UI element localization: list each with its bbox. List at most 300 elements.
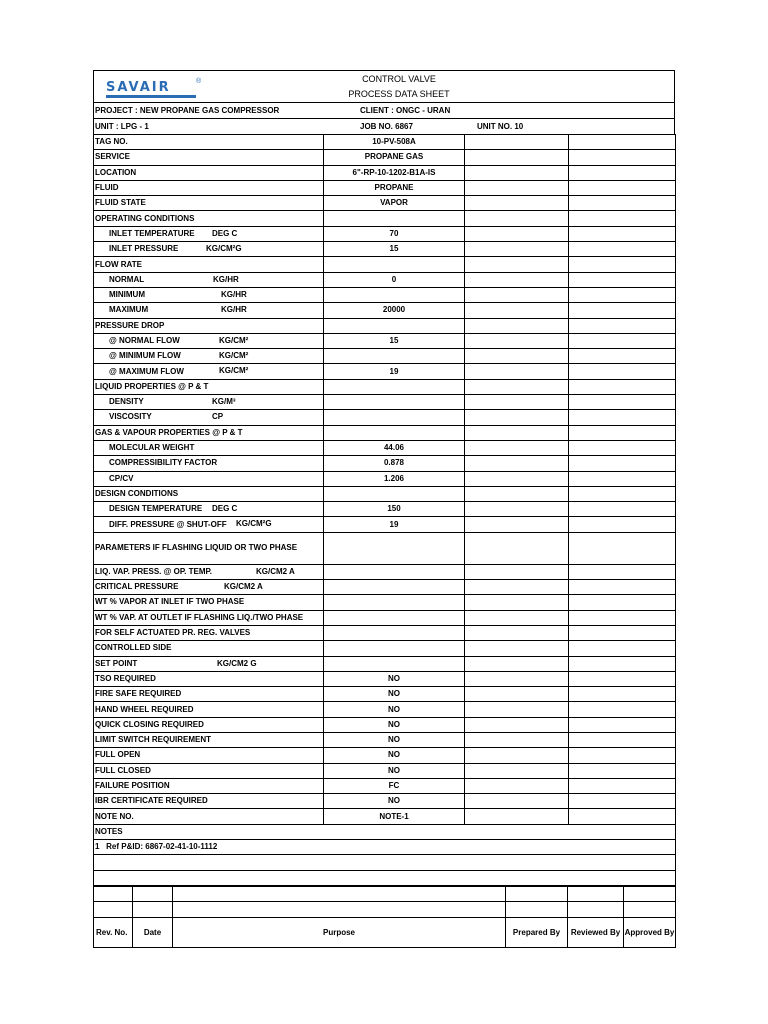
empty-cell bbox=[465, 564, 569, 579]
parameter-cell bbox=[94, 257, 324, 272]
data-row bbox=[94, 610, 676, 625]
parameter-cell bbox=[94, 196, 324, 211]
parameter-label: MAXIMUM bbox=[109, 305, 149, 315]
rev-cell bbox=[568, 886, 624, 901]
empty-cell bbox=[569, 135, 676, 150]
value-cell bbox=[324, 395, 465, 410]
empty-cell bbox=[465, 610, 569, 625]
empty-cell bbox=[465, 671, 569, 686]
empty-cell bbox=[465, 349, 569, 364]
parameter-label: INLET TEMPERATURE bbox=[109, 228, 195, 238]
data-row bbox=[94, 180, 676, 195]
parameter-label: OPERATING CONDITIONS bbox=[95, 213, 195, 223]
rev-cell bbox=[568, 902, 624, 917]
value-cell: NOTE-1 bbox=[324, 809, 465, 824]
purpose-header: Purpose bbox=[173, 917, 506, 947]
parameter-unit: KG/CM²G bbox=[236, 519, 272, 529]
empty-cell bbox=[569, 732, 676, 747]
data-row bbox=[94, 809, 676, 824]
empty-cell bbox=[569, 395, 676, 410]
data-row bbox=[94, 349, 676, 364]
rev-no-header: Rev. No. bbox=[94, 917, 133, 947]
data-row bbox=[94, 625, 676, 640]
empty-cell bbox=[465, 625, 569, 640]
empty-cell bbox=[569, 196, 676, 211]
empty-cell bbox=[465, 502, 569, 517]
empty-cell bbox=[465, 778, 569, 793]
parameter-label: FIRE SAFE REQUIRED bbox=[95, 689, 182, 699]
value-cell: 10-PV-508A bbox=[324, 135, 465, 150]
savair-logo bbox=[106, 78, 202, 95]
value-cell bbox=[324, 564, 465, 579]
value-cell: 0 bbox=[324, 272, 465, 287]
parameter-cell bbox=[94, 410, 324, 425]
data-row bbox=[94, 763, 676, 778]
rev-cell bbox=[133, 902, 173, 917]
empty-cell bbox=[569, 410, 676, 425]
empty-cell bbox=[569, 625, 676, 640]
value-cell bbox=[324, 211, 465, 226]
data-row bbox=[94, 671, 676, 686]
prepared-by-header: Prepared By bbox=[506, 917, 568, 947]
empty-cell bbox=[569, 471, 676, 486]
parameter-label: WT % VAPOR AT INLET IF TWO PHASE bbox=[95, 597, 245, 607]
parameter-cell bbox=[94, 687, 324, 702]
parameter-cell bbox=[94, 702, 324, 717]
data-row bbox=[94, 532, 676, 564]
parameter-label: LIMIT SWITCH REQUIREMENT bbox=[95, 735, 211, 745]
parameter-label: DIFF. PRESSURE @ SHUT-OFF bbox=[109, 519, 227, 529]
parameter-label: CONTROLLED SIDE bbox=[95, 643, 172, 653]
parameter-label: FLOW RATE bbox=[95, 259, 142, 269]
value-cell: 0.878 bbox=[324, 456, 465, 471]
empty-cell bbox=[569, 671, 676, 686]
logo-registered-mark: ® bbox=[196, 78, 202, 85]
parameter-unit: KG/HR bbox=[221, 305, 247, 315]
parameter-label: FAILURE POSITION bbox=[95, 781, 170, 791]
data-row bbox=[94, 226, 676, 241]
empty-cell bbox=[569, 440, 676, 455]
empty-cell bbox=[569, 794, 676, 809]
parameter-label: TSO REQUIRED bbox=[95, 673, 156, 683]
parameter-label: DENSITY bbox=[109, 397, 144, 407]
value-cell: 6"-RP-10-1202-B1A-IS bbox=[324, 165, 465, 180]
empty-cell bbox=[569, 242, 676, 257]
parameter-cell bbox=[94, 226, 324, 241]
sheet-header bbox=[93, 70, 675, 102]
parameter-label: MINIMUM bbox=[109, 290, 145, 300]
empty-cell bbox=[465, 794, 569, 809]
parameter-label: CP/CV bbox=[109, 473, 134, 483]
data-row bbox=[94, 717, 676, 732]
value-cell bbox=[324, 532, 465, 564]
empty-cell bbox=[465, 425, 569, 440]
parameter-unit: DEG C bbox=[212, 228, 238, 238]
value-cell: 44.06 bbox=[324, 440, 465, 455]
data-row bbox=[94, 165, 676, 180]
value-cell bbox=[324, 410, 465, 425]
parameter-cell bbox=[94, 395, 324, 410]
value-cell bbox=[324, 625, 465, 640]
empty-cell bbox=[569, 318, 676, 333]
value-cell bbox=[324, 610, 465, 625]
note-number: 1 bbox=[95, 842, 100, 852]
value-cell: 1.206 bbox=[324, 471, 465, 486]
parameter-cell bbox=[94, 135, 324, 150]
value-cell bbox=[324, 656, 465, 671]
parameter-label: FULL CLOSED bbox=[95, 765, 151, 775]
parameter-label: GAS & VAPOUR PROPERTIES @ P & T bbox=[95, 427, 243, 437]
parameter-cell bbox=[94, 532, 324, 564]
empty-cell bbox=[465, 748, 569, 763]
parameter-label: WT % VAP. AT OUTLET IF FLASHING LIQ./TWO PHASE bbox=[95, 612, 304, 622]
empty-cell bbox=[569, 150, 676, 165]
value-cell: FC bbox=[324, 778, 465, 793]
value-cell: NO bbox=[324, 794, 465, 809]
data-row bbox=[94, 440, 676, 455]
parameter-label: FLUID STATE bbox=[95, 198, 146, 208]
data-row bbox=[94, 641, 676, 656]
value-cell bbox=[324, 641, 465, 656]
empty-cell bbox=[465, 456, 569, 471]
parameter-label: TAG NO. bbox=[95, 137, 128, 147]
data-row bbox=[94, 794, 676, 809]
blank-row bbox=[94, 855, 676, 870]
rev-cell bbox=[133, 886, 173, 901]
empty-cell bbox=[569, 532, 676, 564]
empty-cell bbox=[569, 502, 676, 517]
parameter-cell bbox=[94, 794, 324, 809]
data-row bbox=[94, 318, 676, 333]
empty-cell bbox=[465, 272, 569, 287]
parameter-cell bbox=[94, 763, 324, 778]
empty-cell bbox=[569, 564, 676, 579]
empty-cell bbox=[465, 333, 569, 348]
parameter-cell bbox=[94, 440, 324, 455]
parameter-label: HAND WHEEL REQUIRED bbox=[95, 704, 194, 714]
parameter-cell bbox=[94, 641, 324, 656]
data-row bbox=[94, 196, 676, 211]
value-cell: 70 bbox=[324, 226, 465, 241]
parameter-label: INLET PRESSURE bbox=[109, 244, 179, 254]
rev-cell bbox=[506, 902, 568, 917]
value-cell: PROPANE bbox=[324, 180, 465, 195]
parameter-cell bbox=[94, 564, 324, 579]
parameter-cell bbox=[94, 364, 324, 379]
parameter-label: DESIGN TEMPERATURE bbox=[109, 504, 203, 514]
empty-cell bbox=[465, 763, 569, 778]
data-row bbox=[94, 580, 676, 595]
value-cell bbox=[324, 287, 465, 302]
parameter-unit: KG/CM² bbox=[219, 366, 249, 376]
data-row bbox=[94, 425, 676, 440]
empty-cell bbox=[465, 242, 569, 257]
empty-cell bbox=[569, 641, 676, 656]
process-data-table bbox=[93, 134, 676, 886]
empty-cell bbox=[465, 486, 569, 501]
empty-cell bbox=[465, 440, 569, 455]
value-cell: 15 bbox=[324, 333, 465, 348]
parameter-cell bbox=[94, 717, 324, 732]
data-row bbox=[94, 595, 676, 610]
value-cell bbox=[324, 318, 465, 333]
data-row bbox=[94, 687, 676, 702]
note-text: Ref P&ID: 6867-02-41-10-1112 bbox=[106, 842, 218, 852]
empty-cell bbox=[465, 702, 569, 717]
empty-cell bbox=[569, 656, 676, 671]
empty-cell bbox=[465, 196, 569, 211]
empty-cell bbox=[569, 809, 676, 824]
parameter-cell bbox=[94, 625, 324, 640]
revision-table bbox=[93, 886, 676, 948]
parameter-label: @ MINIMUM FLOW bbox=[109, 351, 181, 361]
value-cell bbox=[324, 595, 465, 610]
parameter-cell bbox=[94, 456, 324, 471]
data-row bbox=[94, 778, 676, 793]
empty-cell bbox=[465, 364, 569, 379]
parameter-unit: KG/M³ bbox=[212, 397, 236, 407]
parameter-cell bbox=[94, 595, 324, 610]
empty-cell bbox=[569, 180, 676, 195]
data-row bbox=[94, 732, 676, 747]
value-cell: 150 bbox=[324, 502, 465, 517]
note-item bbox=[94, 840, 676, 855]
empty-cell bbox=[569, 303, 676, 318]
value-cell: 19 bbox=[324, 517, 465, 532]
approved-by-header: Approved By bbox=[624, 917, 676, 947]
empty-cell bbox=[569, 379, 676, 394]
parameter-label: QUICK CLOSING REQUIRED bbox=[95, 719, 204, 729]
parameter-label: SET POINT bbox=[95, 658, 138, 668]
empty-cell bbox=[465, 471, 569, 486]
empty-cell bbox=[465, 517, 569, 532]
unit-name: UNIT : LPG - 1 bbox=[95, 122, 149, 131]
parameter-cell bbox=[94, 425, 324, 440]
parameter-cell bbox=[94, 732, 324, 747]
empty-cell bbox=[465, 211, 569, 226]
rev-cell bbox=[506, 886, 568, 901]
empty-cell bbox=[569, 272, 676, 287]
empty-cell bbox=[465, 135, 569, 150]
parameter-cell bbox=[94, 580, 324, 595]
parameter-unit: KG/CM² bbox=[219, 351, 249, 361]
parameter-label: COMPRESSIBILITY FACTOR bbox=[109, 458, 218, 468]
parameter-cell bbox=[94, 150, 324, 165]
data-row bbox=[94, 471, 676, 486]
value-cell: VAPOR bbox=[324, 196, 465, 211]
data-row bbox=[94, 456, 676, 471]
empty-cell bbox=[569, 687, 676, 702]
value-cell: 15 bbox=[324, 242, 465, 257]
value-cell: PROPANE GAS bbox=[324, 150, 465, 165]
parameter-cell bbox=[94, 272, 324, 287]
value-cell: NO bbox=[324, 671, 465, 686]
data-row bbox=[94, 364, 676, 379]
data-row bbox=[94, 748, 676, 763]
data-sheet bbox=[93, 70, 675, 948]
empty-cell bbox=[465, 165, 569, 180]
parameter-label: PARAMETERS IF FLASHING LIQUID OR TWO PHASE bbox=[95, 543, 298, 553]
data-row bbox=[94, 564, 676, 579]
empty-cell bbox=[569, 702, 676, 717]
empty-cell bbox=[569, 257, 676, 272]
data-row bbox=[94, 379, 676, 394]
data-row bbox=[94, 135, 676, 150]
parameter-label: LIQ. VAP. PRESS. @ OP. TEMP. bbox=[95, 566, 213, 576]
empty-cell bbox=[569, 349, 676, 364]
parameter-unit: KG/CM2 G bbox=[217, 658, 257, 668]
client-name: CLIENT : ONGC - URAN bbox=[360, 106, 451, 115]
blank-row bbox=[94, 870, 676, 885]
parameter-unit: CP bbox=[212, 412, 224, 422]
empty-cell bbox=[465, 732, 569, 747]
parameter-cell bbox=[94, 748, 324, 763]
rev-cell bbox=[94, 902, 133, 917]
parameter-cell bbox=[94, 778, 324, 793]
parameter-cell bbox=[94, 809, 324, 824]
data-row bbox=[94, 517, 676, 532]
parameter-cell bbox=[94, 165, 324, 180]
rev-cell bbox=[173, 902, 506, 917]
data-row bbox=[94, 410, 676, 425]
parameter-label: @ NORMAL FLOW bbox=[109, 336, 180, 345]
data-row bbox=[94, 272, 676, 287]
parameter-cell bbox=[94, 349, 324, 364]
parameter-unit: KG/HR bbox=[221, 289, 247, 299]
value-cell bbox=[324, 486, 465, 501]
empty-cell bbox=[465, 303, 569, 318]
empty-cell bbox=[569, 778, 676, 793]
value-cell bbox=[324, 425, 465, 440]
data-row bbox=[94, 287, 676, 302]
empty-cell bbox=[465, 226, 569, 241]
empty-cell bbox=[569, 717, 676, 732]
empty-cell bbox=[465, 532, 569, 564]
parameter-cell bbox=[94, 303, 324, 318]
parameter-cell bbox=[94, 379, 324, 394]
parameter-unit: KG/HR bbox=[213, 274, 239, 284]
empty-cell bbox=[465, 687, 569, 702]
empty-cell bbox=[465, 150, 569, 165]
parameter-cell bbox=[94, 318, 324, 333]
sheet-title: CONTROL VALVE bbox=[362, 74, 436, 84]
project-row bbox=[93, 102, 675, 118]
empty-cell bbox=[465, 656, 569, 671]
notes-heading: NOTES bbox=[94, 824, 676, 839]
empty-cell bbox=[465, 257, 569, 272]
date-header: Date bbox=[133, 917, 173, 947]
data-row bbox=[94, 702, 676, 717]
empty-cell bbox=[569, 287, 676, 302]
rev-cell bbox=[624, 886, 676, 901]
parameter-label: NORMAL bbox=[109, 274, 145, 284]
parameter-label: VISCOSITY bbox=[109, 412, 152, 422]
parameter-cell bbox=[94, 486, 324, 501]
data-row bbox=[94, 150, 676, 165]
value-cell bbox=[324, 379, 465, 394]
project-name: PROJECT : NEW PROPANE GAS COMPRESSOR bbox=[95, 106, 280, 115]
parameter-label: SERVICE bbox=[95, 152, 130, 162]
parameter-label: FLUID bbox=[95, 183, 119, 193]
parameter-label: @ MAXIMUM FLOW bbox=[109, 366, 184, 376]
value-cell: NO bbox=[324, 732, 465, 747]
empty-cell bbox=[465, 318, 569, 333]
empty-cell bbox=[569, 364, 676, 379]
value-cell: NO bbox=[324, 717, 465, 732]
parameter-label: CRITICAL PRESSURE bbox=[95, 582, 179, 592]
empty-cell bbox=[569, 226, 676, 241]
value-cell: NO bbox=[324, 763, 465, 778]
empty-cell bbox=[569, 211, 676, 226]
data-row bbox=[94, 502, 676, 517]
parameter-cell bbox=[94, 211, 324, 226]
empty-cell bbox=[465, 717, 569, 732]
empty-cell bbox=[569, 595, 676, 610]
value-cell: 20000 bbox=[324, 303, 465, 318]
job-number: JOB NO. 6867 bbox=[360, 122, 413, 131]
parameter-unit: KG/CM² bbox=[219, 335, 249, 345]
empty-cell bbox=[569, 748, 676, 763]
logo-wordmark: SAVAIR bbox=[106, 80, 171, 95]
parameter-cell bbox=[94, 671, 324, 686]
parameter-cell bbox=[94, 502, 324, 517]
parameter-unit: KG/CM2 A bbox=[256, 566, 295, 576]
empty-cell bbox=[569, 425, 676, 440]
parameter-label: DESIGN CONDITIONS bbox=[95, 488, 179, 498]
value-cell: 19 bbox=[324, 364, 465, 379]
empty-cell bbox=[569, 610, 676, 625]
empty-cell bbox=[465, 595, 569, 610]
parameter-unit: DEG C bbox=[212, 504, 238, 514]
empty-cell bbox=[465, 287, 569, 302]
empty-cell bbox=[465, 180, 569, 195]
empty-cell bbox=[569, 165, 676, 180]
parameter-label: NOTE NO. bbox=[95, 811, 134, 821]
data-row bbox=[94, 395, 676, 410]
parameter-cell bbox=[94, 517, 324, 532]
parameter-cell bbox=[94, 333, 324, 348]
rev-cell bbox=[173, 886, 506, 901]
parameter-cell bbox=[94, 242, 324, 257]
parameter-label: PRESSURE DROP bbox=[95, 320, 165, 330]
parameter-label: FOR SELF ACTUATED PR. REG. VALVES bbox=[95, 628, 251, 638]
empty-cell bbox=[465, 809, 569, 824]
data-row bbox=[94, 242, 676, 257]
empty-cell bbox=[569, 580, 676, 595]
value-cell bbox=[324, 257, 465, 272]
data-row bbox=[94, 333, 676, 348]
parameter-label: IBR CERTIFICATE REQUIRED bbox=[95, 796, 208, 806]
value-cell bbox=[324, 580, 465, 595]
empty-cell bbox=[569, 763, 676, 778]
sheet-subtitle: PROCESS DATA SHEET bbox=[348, 89, 450, 99]
parameter-unit: KG/CM²G bbox=[206, 244, 242, 254]
parameter-cell bbox=[94, 287, 324, 302]
empty-cell bbox=[465, 379, 569, 394]
empty-cell bbox=[569, 456, 676, 471]
parameter-cell bbox=[94, 656, 324, 671]
parameter-label: LIQUID PROPERTIES @ P & T bbox=[95, 381, 209, 391]
empty-cell bbox=[569, 517, 676, 532]
data-row bbox=[94, 211, 676, 226]
logo-underline bbox=[106, 95, 196, 98]
rev-cell bbox=[624, 902, 676, 917]
parameter-label: LOCATION bbox=[95, 167, 137, 177]
unit-row bbox=[93, 118, 675, 134]
data-row bbox=[94, 656, 676, 671]
parameter-unit: KG/CM2 A bbox=[224, 582, 263, 592]
empty-cell bbox=[465, 410, 569, 425]
